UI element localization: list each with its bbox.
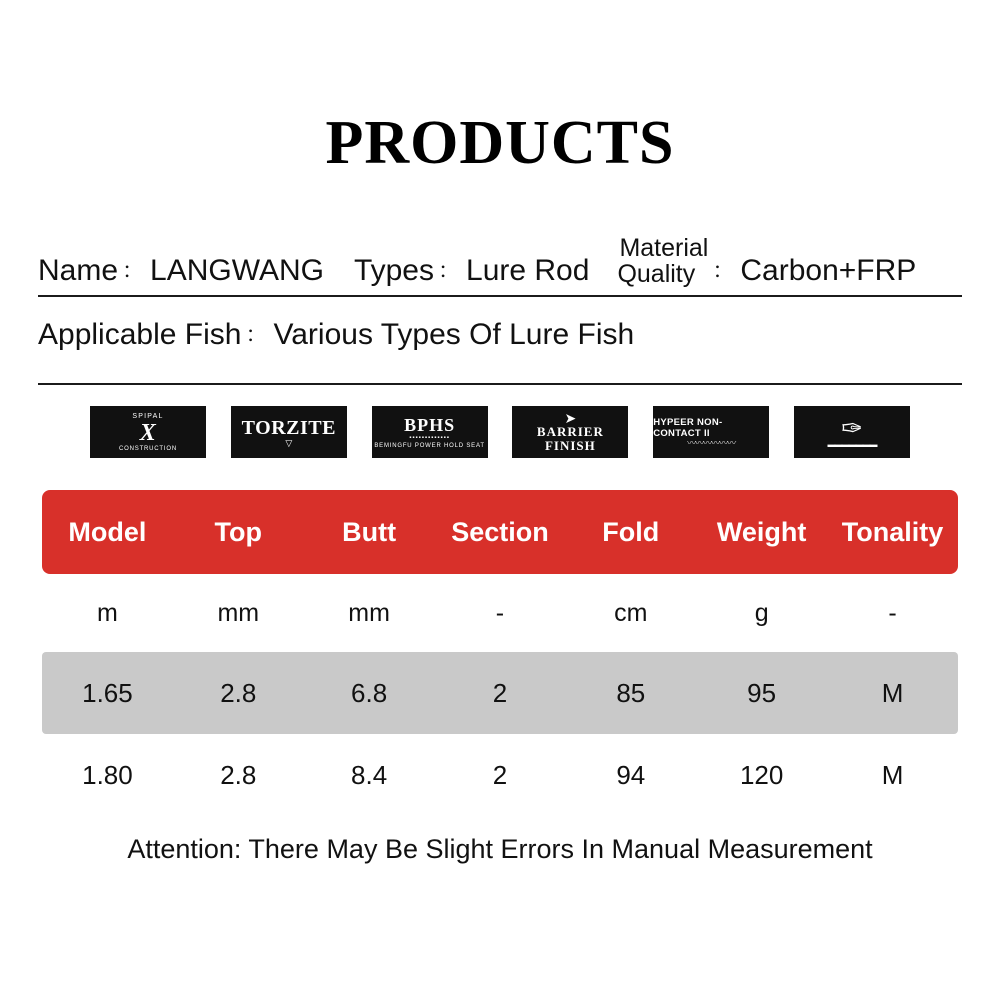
- triangle-icon: ▽: [285, 438, 293, 448]
- attention-note: Attention: There May Be Slight Errors In Manual Measurement: [127, 834, 873, 864]
- cell-butt: 8.4: [351, 759, 388, 790]
- spec-name-label: Name: [38, 254, 119, 287]
- unit-section: -: [495, 598, 505, 627]
- cell-fold: 85: [565, 652, 696, 734]
- table-row: [42, 734, 958, 816]
- cell-top: 2.8: [220, 759, 257, 790]
- spec-types-label: Types: [353, 254, 434, 287]
- spiral-x-badge: [90, 406, 206, 458]
- bphs-badge-main: BPHS: [404, 414, 456, 435]
- rod-grip-icon: ✑: [841, 413, 863, 443]
- cell-butt: 6.8: [304, 652, 435, 734]
- spec-row-fish: [38, 318, 962, 352]
- unit-fold: cm: [614, 598, 648, 627]
- cell-weight: 120: [739, 759, 784, 790]
- barrier-finish-badge-sub: FINISH: [544, 437, 596, 453]
- spec-material-label-line2: Quality: [617, 259, 696, 288]
- bphs-badge: [372, 406, 488, 458]
- technology-badges: [90, 406, 910, 458]
- cell-section: 2: [492, 759, 508, 790]
- unit-weight: g: [754, 598, 769, 627]
- column-header-section: Section: [435, 490, 566, 574]
- unit-tonality: -: [888, 598, 897, 627]
- divider-bottom: [38, 383, 962, 385]
- spec-name: [38, 254, 324, 288]
- dotted-divider-icon: ▪▪▪▪▪▪▪▪▪▪▪▪▪: [409, 434, 450, 441]
- spec-fish-label: Applicable Fish: [38, 318, 242, 351]
- bphs-badge-sub: BEMINGFU POWER HOLD SEAT: [374, 442, 485, 449]
- column-header-top: Top: [173, 490, 304, 574]
- spec-material-value: Carbon+FRP: [740, 254, 917, 287]
- table-row: [42, 652, 958, 734]
- column-header-model: Model: [42, 490, 173, 574]
- spec-types-value: Lure Rod: [466, 254, 590, 287]
- unit-butt: mm: [348, 598, 390, 627]
- spec-name-value: LANGWANG: [150, 254, 324, 287]
- wave-pattern-icon: 〰〰〰〰〰〰: [687, 437, 736, 448]
- unit-model: m: [97, 598, 118, 627]
- hatch-pattern-icon: ▬▬▬▬▬▬▬: [827, 440, 877, 449]
- spiral-x-badge-main: X: [139, 419, 157, 446]
- spec-types: [354, 254, 589, 288]
- cell-section: 2: [435, 652, 566, 734]
- torzite-badge: [231, 406, 347, 458]
- spec-material-label-line1: Material: [619, 234, 709, 262]
- unit-top: mm: [217, 598, 260, 627]
- column-header-tonality: Tonality: [827, 490, 958, 574]
- spec-material-quality: [617, 236, 916, 288]
- divider-top: [38, 295, 962, 297]
- cell-top: 2.8: [173, 652, 304, 734]
- spec-types-colon: ：: [438, 258, 461, 283]
- cell-fold: 94: [616, 759, 646, 790]
- swoosh-icon: ➤: [564, 409, 577, 426]
- barrier-finish-badge: [512, 406, 628, 458]
- column-header-butt: Butt: [304, 490, 435, 574]
- page-title: PRODUCTS: [325, 109, 675, 177]
- table-row-units: [42, 574, 958, 652]
- torzite-badge-main: TORZITE: [241, 417, 336, 439]
- column-header-fold: Fold: [565, 490, 696, 574]
- table-body: [42, 574, 958, 816]
- cell-weight: 95: [696, 652, 827, 734]
- column-header-weight: Weight: [696, 490, 827, 574]
- spiral-x-badge-sub: CONSTRUCTION: [119, 445, 177, 452]
- spec-row-primary: [38, 232, 962, 288]
- hypeer-non-contact-badge: [653, 406, 769, 458]
- cell-tonality: M: [827, 652, 958, 734]
- grip-badge: [794, 406, 910, 458]
- spec-material-label: [617, 236, 708, 288]
- spec-fish-colon: ：: [245, 322, 268, 347]
- spec-fish-value: Various Types Of Lure Fish: [273, 318, 635, 351]
- hypeer-non-contact-badge-main: HYPEER NON-CONTACT II: [653, 416, 723, 439]
- cell-model: 1.80: [82, 759, 133, 790]
- table-head: [42, 490, 958, 574]
- table-header-row: [42, 490, 958, 574]
- cell-tonality: M: [881, 759, 904, 790]
- barrier-finish-badge-main: BARRIER: [536, 423, 604, 439]
- spiral-x-badge-top: SPIPAL: [132, 412, 164, 420]
- spec-material-colon: ：: [712, 258, 735, 283]
- cell-model: 1.65: [42, 652, 173, 734]
- spec-name-colon: ：: [122, 258, 145, 283]
- specifications-table: [42, 490, 958, 816]
